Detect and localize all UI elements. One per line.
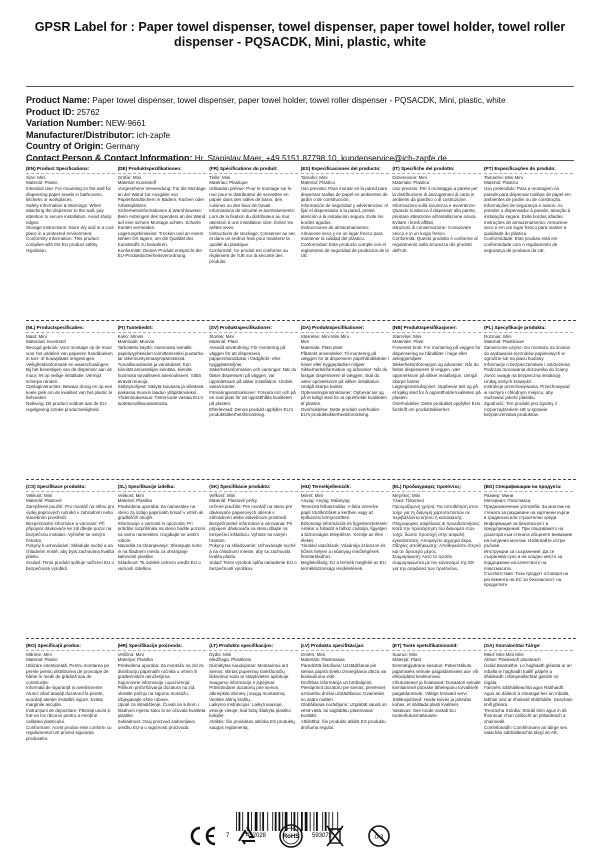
spec-cell <box>484 166 576 320</box>
spec-separator <box>209 491 298 492</box>
spec-separator <box>484 332 573 333</box>
spec-line: Conformare: Acest produs este conform cu regulamentul UE privind siguranța produselor. <box>26 724 112 741</box>
spec-line: Velikost: Mini <box>117 492 144 498</box>
spec-line: Anyag: Anyag: Műanyag <box>300 498 350 504</box>
spec-line: Инструкции за съхранение: Да се съхранява сухо и на хладно място за поддържане на качеството на пластмасата. <box>483 548 563 571</box>
spec-line: Bezpečnostné informácie a varovania: Pri pripojení dávkovača na stenu dbajte na bezpečnú inštaláciu. Vyhnite sa ostrým hranám. <box>209 520 293 543</box>
spec-line: Pokyny k uchovávání: Skladujte suché a na chladném místě, aby byla zachována kvalita plastu. <box>26 543 115 560</box>
spec-line: Laikymo instrukcijos: Laikyti sausoje, vėsioje vietoje, kad būtų išlaikyta plastiko kokybė. <box>209 702 291 719</box>
spec-separator <box>26 173 115 174</box>
spec-line: Informacije o varnosti in opozorila: Pri pritrditvi razpršilnika na steno bodite pozorni na varno namestitev. Izogibajte se ostrim robom. <box>117 520 206 543</box>
spec-line: Koko: Minimi <box>117 333 144 339</box>
spec-line: Съответствие: Този продукт отговаря на регламента на ЕС за безопасност на продуктите. <box>483 571 569 588</box>
spec-line: Instrucciones de almacenamiento: Almacene seco y en un lugar fresco para mantener la calidad del plástico. <box>300 225 383 242</box>
spec-heading: (LT) Produkto specifikacijos: <box>209 643 274 648</box>
spec-separator <box>484 650 573 651</box>
spec-line: Veličina: Mini <box>117 651 144 657</box>
spec-line: Opbevaringsinstruktioner: Opbevar tør og på et køligt sted for at opretholde kvaliteten af plasten. <box>300 389 387 406</box>
spec-line: Overholdelse: Dette produkt overholder EU's produktsikkerhedsforordning. <box>300 406 380 418</box>
spec-heading: (NL) Productspecificaties: <box>26 325 85 330</box>
spec-cell <box>209 166 301 320</box>
barcode-digits-left: 452028 <box>246 833 267 838</box>
spec-cell <box>301 643 393 797</box>
spec-line: Zamierzone użycie: Do montażu na ścianie do wydawania ręczników papierowych w ogrodzie lub na placu budowy. <box>483 344 571 362</box>
spec-separator <box>392 650 481 651</box>
spec-line: Materiál: Plastové <box>26 498 62 504</box>
spec-heading: (EL) Προδιαγραφές προϊόντος: <box>392 484 462 489</box>
spec-line: Μέγεθος: Mini <box>392 492 421 498</box>
spec-line: Material: Kunststoff <box>117 180 157 186</box>
spec-line: Forventet bruk: For montering på veggen for dispensering av håndklær i hage eller anleggsmiljøer. <box>392 344 481 362</box>
spec-line: Lagringsinstruksjoner: Oppbevar tørt og på et kjølig sted for å opprettholde kvaliteten på plasten. <box>392 384 481 401</box>
spec-line: Sikkerhedsinformation og advarsler: Når du fastgør dispenseren til væggen, skal du være opmærksom på sikker installation. Undgå skarpe kanter. <box>300 367 388 390</box>
spec-line: Materiał: Plastikowe <box>483 339 524 345</box>
spec-separator <box>118 173 207 174</box>
spec-cell <box>484 484 576 638</box>
spec-line: Πληροφορίες ασφάλειας & προειδοποιήσεις: Κατά την προσάρτηση του διανομέα στον τοίχο, δώστε προσοχή στην ασφαλή εγκατάσταση. Αποφύγετε αιχμηρά άκρα. <box>392 520 481 543</box>
spec-line: Instrucțiuni de depozitare: Păstrați uscat și într-un loc răcoros pentru a menține calitatea plasticului. <box>26 707 111 724</box>
spec-line: Eesmärgipärane kasutus: Paberrätikute jagamiseks seinale paigaldamiseks aia- või ehitusplatsi keskkonnas. <box>392 662 479 680</box>
spec-line: Rozmiar: Mini <box>483 333 512 339</box>
spec-line: Comhlíonadh: Comhlíonann an táirge seo rialachán sábháilteachta táirgí an AE. <box>483 724 568 736</box>
spec-cell <box>301 484 393 638</box>
spec-line: Zgodność: Ten produkt jest zgodny z rozporządzeniem UE w sprawie bezpieczeństwa produktów. <box>483 400 558 418</box>
spec-line: Ábhar: Plaisteach plaisteach <box>483 657 541 663</box>
spec-cell <box>484 325 576 479</box>
spec-line: Material: Plastic <box>26 180 58 186</box>
spec-separator <box>26 650 115 651</box>
spec-heading: (HR) Specifikacije proizvoda: <box>117 643 183 648</box>
spec-cell <box>118 325 210 479</box>
spec-line: Materiaali: Muovia <box>117 339 155 345</box>
spec-line: Påtænkt anvendelse: Til montering på væggen for at dispensere papirhåndklæder i haver eller byggepladser miljøer. <box>300 350 390 367</box>
spec-cell <box>392 484 484 638</box>
spec-line: Yhdenmukaisuus: Tämä tuote vastaa EU:n tuoteturvallisuusasetusta. <box>117 395 204 406</box>
spec-line: Размер: Мини <box>483 492 514 498</box>
spec-line: Sigurnosne informacije i upozorenja: Prilikom pričvršćivanja dozatora na zid, obratite pažnju na sigurnu montažu. Izbjegavajte oštre rubove. <box>117 679 196 702</box>
spec-line: Turvallisuustiedot ja varoitukset: Kun kiinnität annostelijan seinään, kiinnitä huomiota turvalliseen asennukseen. Vältä teräviä reunoja. <box>117 361 201 384</box>
spec-line: Opslaginstructies: Bewaar droog en op een koele plek om de kwaliteit van het plastic te behouden. <box>26 384 113 401</box>
spec-separator <box>118 491 207 492</box>
info-key: Manufacturer/Distributor: <box>26 129 135 140</box>
spec-line: Lagerungshinweise: Trocken und an einem kühlen Ort lagern, um die Qualität des Kunststoffs zu bewahren. <box>117 230 204 247</box>
spec-heading: (IT) Specifiche del prodotto: <box>392 166 455 171</box>
spec-cell <box>392 643 484 797</box>
spec-heading: (SK) Špecifikácie produktu: <box>209 484 271 489</box>
spec-heading: (SL) Specifikacije izdelka: <box>117 484 175 489</box>
spec-heading: (ES) Especificaciones del producto: <box>300 166 381 171</box>
spec-line: Paredzētā lietošana: Uzstādīšanai pie sienas papīra dvieļu izsniegšanai dārza vai būvlaukuma vidē. <box>300 662 387 680</box>
spec-separator <box>484 173 573 174</box>
spec-heading: (PT) Especificações do produto: <box>483 166 556 171</box>
spec-heading: (FR) Spécifications du produit: <box>209 166 278 171</box>
spec-cell <box>484 643 576 797</box>
spec-heading: (DE) Produktspezifikationen: <box>117 166 182 171</box>
spec-line: Material: Plastika <box>117 498 152 504</box>
spec-line: Maat: Mini <box>26 333 47 339</box>
spec-line: Instrukcje przechowywania: Przechowywać w suchym i chłodnym miejscu, aby zachować jakość plastiku. <box>483 384 571 401</box>
spec-line: Informazioni sulla sicurezza e avvertenze: Quando si attacca il dispenser alla parete, prestare attenzione all'installazione sicura. Evitare i bordi affilati. <box>392 202 477 225</box>
spec-line: Atbilstība: Šis produkts atbilst ES produktu drošuma regulai. <box>300 718 386 730</box>
spec-cell <box>392 325 484 479</box>
ce-mark-icon <box>188 824 218 848</box>
info-value: Hr. Stanislav Maer, +49 5151 87798 10, kundenservice@ich-zapfe.de <box>194 153 447 163</box>
spec-line: Materijal: Plastika <box>117 657 153 663</box>
spec-heading: (BG) Спецификации на продукта: <box>483 484 562 489</box>
spec-line: Instruções de armazenamento: Armazene seco e em um lugar fresco para manter a qualidade do plástico. <box>483 219 568 236</box>
spec-cell <box>26 325 118 479</box>
spec-line: Uso pretendido: Para a montagem na parede para dispensar toalhas de papel em ambientes de jardim ou de construção. <box>483 185 571 203</box>
spec-line: Méid: Mini Mini Mini <box>483 651 524 657</box>
spec-line: Sukladnost: Ovaj proizvod zadovoljava uredbu EU-a o sigurnosti proizvoda. <box>117 718 195 730</box>
spec-line: Συμμόρφωση: Αυτό το προϊόν συμμορφώνεται με τον κανονισμό της ΕΕ για την ασφάλεια των προϊόντων. <box>392 554 475 571</box>
spec-line: Mini <box>300 339 310 345</box>
spec-line: Conformidade: Este produto está em conformidade com o regulamento de segurança de produtos da UE. <box>483 236 558 253</box>
spec-heading: (CS) Specifikace produktu: <box>26 484 86 489</box>
spec-line: Conformidad: Este producto cumple con el reglamento de seguridad de productos de la UE. <box>300 241 389 259</box>
spec-line: Izmērs: Mini <box>300 651 326 657</box>
spec-line: Treoracha Stórála: Stóráil tirim agus in áit fhionnuar chun cáilíocht an phlaisteach a choinneáil. <box>483 707 567 724</box>
spec-cell <box>392 166 484 320</box>
spec-line: Predviđena uporaba: Za montažu na zid za distribuciju papirnatih ručnika u vrtnim ili građevinskim okruženjima. <box>117 662 204 680</box>
page-title: GPSR Label for : Paper towel dispenser, towel dispenser, paper towel holder, towel roller dispenser - PQSACDK, Mini, plastic, white <box>34 20 566 49</box>
rohs-icon <box>276 824 306 848</box>
spec-line: Méret: Mini <box>300 492 324 498</box>
spec-line: Materjal: Plast <box>392 657 421 663</box>
spec-line: Beoogd gebruik: Voor montage op de muur voor het uitdelen van papieren handdoeken in tuin- of bouwplaats omgevingen. <box>26 344 113 362</box>
spec-heading: (GA) Sonraíochtaí Táirge: <box>483 643 541 648</box>
info-row <box>26 95 578 107</box>
spec-line: Conformité: Ce produit est conforme au règlement de l'UE sur la sécurité des produits. <box>209 247 288 264</box>
spec-band <box>26 166 576 320</box>
spec-line: Tamaño: Mini <box>300 174 328 180</box>
spec-line: Atitiktis: Šis produktas atitinka ES produktų saugos reglamentą. <box>209 718 295 730</box>
spec-cell <box>301 325 393 479</box>
age-restriction-icon <box>364 824 394 848</box>
age-label: 0-3 <box>374 835 384 841</box>
info-key: Contact Person & Contact Information: <box>26 152 193 163</box>
spec-heading: (RO) Specificații produs: <box>26 643 81 648</box>
spec-line: Materiale: Plast <box>392 339 424 345</box>
spec-line: Utilizare intenționată: Pentru montarea pe perete pentru distribuirea de prosoape de hârtie în medii de grădină sau de construcție. <box>26 662 110 685</box>
spec-band <box>26 484 576 638</box>
divider <box>26 160 574 161</box>
barcode-digits-right: 593072 <box>312 833 333 838</box>
spec-cell <box>209 325 301 479</box>
spec-line: Säilytysohjeet: Säilytä kuivassa ja viileässä paikassa muovin laadun ylläpitämiseksi. <box>117 384 204 395</box>
spec-line: Veiligheidsinformatie en waarschuwingen: Bij het bevestigen van de dispenser aan de muur, let op veilige installatie. Vermijd scherpe randen. <box>26 361 113 384</box>
spec-separator <box>209 332 298 333</box>
spec-line: Size: Mini <box>26 174 46 180</box>
weee-bin-icon <box>320 824 350 848</box>
spec-line: Medžiaga: Plastikinis <box>209 657 252 663</box>
spec-separator <box>26 332 115 333</box>
divider <box>26 86 574 87</box>
spec-line: Saugumo informacija ir įspėjimai: Pritvirtindami dozatorių prie sienos, atkreipkite dėmesį į saugų montavimą. Venkite aštrių kraštų. <box>209 679 286 702</box>
spec-line: Vastavus: See toode vastab ELi tooteohutusmäärusele. <box>392 707 456 719</box>
spec-line: Suurus: Mini <box>392 651 418 657</box>
spec-line: Biztonsági információk és figyelmeztetések: Amikor a folladót a falhoz csatolja, figyeljen a biztonságos telepítésre. Kerülje az éles éleket. <box>300 520 388 543</box>
info-row <box>26 107 578 119</box>
spec-line: Velikost: Mini <box>26 492 53 498</box>
spec-line: Materiál: Plastové prvky <box>209 498 257 504</box>
band-divider <box>26 479 576 480</box>
spec-line: Instructions de stockage: Conserver au sec et dans un endroit frais pour maintenir la qualité du plastique. <box>209 230 296 247</box>
spec-line: Uso previsto: Para montar en la pared para dispensar toallas de papel en ambientes de jardín o de construcción. <box>300 185 388 203</box>
spec-line: Avsedd användning: För montering på väggen för att dispensera pappershanddukar i trädgårds- eller byggplatsmiljöer. <box>209 344 286 367</box>
info-key: Product Name: <box>26 95 91 105</box>
spec-line: Conformità: Questo prodotto è conforme al regolamento sulla sicurezza dei prodotti dell'UE. <box>392 236 478 253</box>
certification-icons <box>188 824 394 848</box>
spec-separator <box>209 173 298 174</box>
spec-line: Material: Plástico <box>483 180 519 186</box>
spec-line: Navodila za shranjevanje: Shranjujte suho in na hladnem mestu za ohranjanje kakovosti plastike. <box>117 543 202 560</box>
spec-heading: (LV) Produkta specifikācijas: <box>300 643 365 648</box>
spec-line: Информация за безопасност и предупреждения: При свързването на дозатора към стената обърнете внимание на сигурния монтаж. Избягвайте остри ръбове. <box>483 520 573 549</box>
spec-cell <box>26 166 118 320</box>
spec-cell <box>209 484 301 638</box>
recycling-icon <box>232 824 262 848</box>
spec-line: Matériau: Plastique <box>209 180 248 186</box>
spec-line: Predvidena uporaba: Za namestitev na steno za izdajo papirnatih brisač v vrtnih ali gradbiščih okoljih. <box>117 503 204 521</box>
spec-line: Glabāšanas norādījumi: Uzglabāt sausā un vēsā vietā, lai saglabātu plastmasas kvalitāti. <box>300 702 387 719</box>
spec-heading: (NB) Produktspesifikasjoner: <box>392 325 457 330</box>
spec-cell <box>209 643 301 797</box>
spec-line: Istruzioni di conservazione: Conservare secco e in un luogo fresco. <box>392 225 472 236</box>
spec-separator <box>392 491 481 492</box>
spec-cell <box>26 484 118 638</box>
spec-line: Informații de siguranță și avertismente: Atunci când atașați dozatorul la perete, acordați atenție instalării sigure. Evitați marginile ascuțite. <box>26 685 104 708</box>
spec-line: Tarkoitettu käyttö: Asennusta seinälle paperipyyhkeiden toimittamiseksi puutarha- tai rakennustyömaaympäristöissä. <box>117 344 205 362</box>
spec-line: Mărime: Mini <box>26 651 52 657</box>
spec-cell <box>118 166 210 320</box>
spec-line: Υλικό: Πλαστικό <box>392 498 425 504</box>
spec-line: Efterlevnad: Denna produkt uppfyller EU:s produktsäkerhetsförordning. <box>209 406 294 418</box>
spec-line: Tárolási utasítások: Vásárolja szárazon és hűvös helyen a műanyag minőségének fenntartásához. <box>300 543 386 560</box>
spec-line: Dydis: Mini <box>209 651 232 657</box>
spec-line: Intended Use: For mounting on the wall for dispensing paper towels in bathrooms, kitchens or workplaces. <box>26 185 112 203</box>
spec-separator <box>209 650 298 651</box>
spec-line: Úsáid Beartaithe: Le haghaidh gléasta ar an mballa le haghaidh tuáillí páipéir a dháileadh i dtimpeallachtaí gairdín nó tógála. <box>483 662 572 685</box>
spec-heading: (ET) Toote spetsifikatsioonid: <box>392 643 458 648</box>
spec-line: Materiaal: Kunststof <box>26 339 66 345</box>
spec-line: Súlad: Tento výrobok spĺňa nariadenie EÚ o bezpečnosti výrobkov. <box>209 559 297 571</box>
spec-line: Säilitusjuhised: Hoida kuivas ja jahedas kohas, et säilitada plasti kvaliteet. <box>392 696 472 708</box>
spec-line: Materiale: Plastica <box>392 180 430 186</box>
spec-line: Dimensione: Mini <box>392 174 427 180</box>
spec-line: Safety Information & Warnings: When attaching the dispenser to the wall, pay attention to secure installation. Avoid sharp edges. <box>26 202 112 225</box>
spec-line: Størrelse: Mini <box>392 333 422 339</box>
spec-line: Ohutusteave ja hoiatused: Dosaatori seinale kinnitamisel pöörake tähelepanu turvalisele paigaldamisele. Vältige teravaid servi. <box>392 679 481 696</box>
spec-cell <box>118 643 210 797</box>
spec-heading: (PL) Specyfikacje produktu: <box>483 325 546 330</box>
spec-cell <box>118 484 210 638</box>
info-value: Germany <box>105 142 140 152</box>
spec-line: Taille: Mini <box>209 174 231 180</box>
spec-heading: (HU) Termékjellemzők: <box>300 484 351 489</box>
spec-line: Material: Plástico <box>300 180 336 186</box>
spec-line: Uso previsto: Per il montaggio a parete per la distribuzione di asciugamani di carta in ambienti da giardino o di costruzione. <box>392 185 478 203</box>
spec-line: Overholdelse: Dette produktet oppfyller EUs forskrift om produktsikkerhet. <box>392 400 481 412</box>
spec-separator <box>484 491 573 492</box>
spec-separator <box>392 173 481 174</box>
spec-separator <box>301 650 390 651</box>
spec-line: Konformität: Dieses Produkt entspricht der EU-Produktsicherheitsverordnung. <box>117 247 203 259</box>
spec-grid <box>26 166 576 797</box>
spec-line: Vorgesehene Verwendung: Für die Montage an der Wand zur Ausgabe von Papierhandtüchern in Bädern, Küchen oder Arbeitsplätzen. <box>117 185 206 208</box>
spec-line: Tervezett felhasználás: A falra szerelve papír törölközőket a kertben vagy az építkezési környezetben. <box>300 503 379 521</box>
info-row <box>26 118 578 130</box>
spec-line: Materiale: Plast plast <box>300 344 343 350</box>
spec-heading: (SV) Produktspecifikationer: <box>209 325 273 330</box>
spec-separator <box>301 173 390 174</box>
spec-separator <box>118 650 207 651</box>
info-key: Variation Number: <box>26 118 104 129</box>
spec-band <box>26 325 576 479</box>
info-value: Paper towel dispenser, towel dispenser, paper towel holder, towel roller dispenser - PQSACDK, Mini, plastic, white <box>92 96 506 105</box>
spec-line: Материал: Пластмаса <box>483 498 531 504</box>
spec-line: Förvaringsinstruktioner: Förvara torr och på en sval plats för att upprätthålla kvaliteten på plasten. <box>209 389 296 406</box>
spec-line: Megfelelőség: Ez a termék megfelel az EU termékbiztonsági rendeletének. <box>300 559 386 571</box>
spec-line: Informações de segurança e avisos: Ao prender o dispensador à parede, atenção à instalação segura. Evite bordas afiadas. <box>483 202 571 219</box>
info-value: 25762 <box>76 107 100 117</box>
info-key: Country of Origin: <box>26 141 104 152</box>
spec-line: Určené použitie: Pre montáž na stenu pre dávkovače papierových utierok v záhradnom alebo stavebnom prostredí. <box>209 503 293 521</box>
spec-heading: (DA) Produktspecifikationer: <box>300 325 365 330</box>
spec-line: Storage Instructions: Store dry and in a cool place in a protected environment. <box>26 225 114 236</box>
spec-separator <box>118 332 207 333</box>
band-divider <box>26 320 576 321</box>
spec-line: Tamanho: Mini Mini <box>483 174 523 180</box>
spec-line: Drošības informācija un brīdinājumi: Piestiprinot dozatoru pie sienas, pievērsiet uzmanību drošai uzstādīšanai. Izvairieties no asām malām. <box>300 679 386 702</box>
spec-separator <box>301 332 390 333</box>
barcode-digit-prefix: 7 <box>226 833 230 838</box>
spec-line: Størrelse: Mini Mini Mini <box>300 333 349 339</box>
spec-line: Größe: Mini <box>117 174 142 180</box>
spec-separator <box>392 332 481 333</box>
band-divider <box>26 638 576 639</box>
spec-line: Material: Plast <box>209 339 238 345</box>
spec-line: Naleving: Dit product voldoet aan de EU-regelgeving inzake productveiligheid. <box>26 400 108 412</box>
spec-line: Veľkosť: Mini <box>209 492 236 498</box>
spec-line: Faisnéis Sábháilteachta agus Rabhaidh: Agus an dáileoir á cheangal leis an mballa, tabhair aird ar shuiteáil shábháilte. Seachain imill ghéara. <box>483 685 573 708</box>
spec-line: Storlek: Mini <box>209 333 234 339</box>
info-row <box>26 141 578 153</box>
spec-line: Soulad: Tento produkt splňuje nařízení EU o bezpečnosti výrobků. <box>26 559 114 571</box>
info-row <box>26 130 578 142</box>
spec-line: Materiāls: Plastmasas <box>300 657 345 663</box>
spec-line: Bezpečnostní informace a varování: Při připojení dávkovače ke zdi dbejte pozor na bezpečnou instalaci. Vyhněte se ostrým hranám. <box>26 520 112 543</box>
info-key: Product ID: <box>26 106 75 117</box>
spec-line: Οδηγίες αποθήκευσης: Αποθηκεύστε στεγνό και σε δροσερό μέρος. <box>392 543 481 554</box>
spec-line: Sicherheitsinformationen & Warnhinweise: Beim Anbringen des Spenders an der Wand auf eine sichere Montage achten. Scharfe Kanten vermeiden. <box>117 208 206 231</box>
rohs-label: RoHS <box>282 834 300 840</box>
spec-line: Προοριζόμενη χρήση: Για τοποθέτηση στον τοίχο για τη διανομή χαρτοπετσετών σε περιβάλλοντα κήπου ή κατασκευής. <box>392 503 479 521</box>
spec-line: Utilisation prévue: Pour le montage sur le mur pour le distributeur de serviettes en papier dans des salles de bains, des cuisines ou des lieux de travail. <box>209 185 292 208</box>
spec-line: Säkerhetsinformation och varningar: När du fäster dispensern på väggen, var uppmärksam på säker installation. Undvik vassa kanter. <box>209 367 297 390</box>
spec-line: Предназначение употреба: За монтаж на стената за раздаване на хартиени кърпи в градински или строителни среди. <box>483 503 571 521</box>
info-value: ich-zapfe <box>136 130 171 140</box>
spec-separator <box>26 491 115 492</box>
spec-line: Informacje o bezpieczeństwie i ostrzeżenia: Podczas mocowania dozownika do ściany zwróć uwagę na bezpieczną instalację. Unikaj ostrych krawędzi. <box>483 361 571 384</box>
spec-line: Sikkerhetsinformasjon og advarsler: Når du fester dispenseren til veggen, vær oppmerksom på sikker installasjon. Unngå skarpe kanter. <box>392 361 479 384</box>
spec-line: Upute za skladištenje: Čuvati na suhom i hladnom mjestu kako bi se očuvala kvaliteta plastike. <box>117 702 206 719</box>
spec-line: Pokyny na skladovanie: Uchovávajte suché a na chladnom mieste, aby sa zachovala kvalita plastu. <box>209 543 296 560</box>
spec-heading: (EN) Product Specifications: <box>26 166 90 171</box>
spec-line: Informations de sécurité et avertissements: Lors de la fixation du distributeur au mur, attention à une installation sûre. Évitez les arêtes vives. <box>209 208 295 231</box>
spec-line: Skladnost: Ta izdelek ustreza uredbi EU o varnosti izdelkov. <box>117 559 201 571</box>
spec-cell <box>301 166 393 320</box>
spec-cell <box>26 643 118 797</box>
spec-line: Material: Plastic <box>26 657 58 663</box>
product-info <box>26 95 578 165</box>
spec-separator <box>301 491 390 492</box>
spec-line: Información de seguridad y advertencias: Al fijar el dispensador a la pared, preste atención a la instalación segura. Evite los bordes agudos. <box>300 202 389 225</box>
spec-line: Zamýšlené použití: Pro montáž na stěnu pro výdej papírových ručníků v zahradním nebo stavebním prostředí. <box>26 503 115 521</box>
spec-band <box>26 643 576 797</box>
info-row <box>26 153 578 165</box>
info-value: NEW-9661 <box>105 119 146 129</box>
spec-heading: (FI) Tuotetiedot: <box>117 325 153 330</box>
spec-line: Numatytas naudojimas: Montavimui ant sienos, skirtas popierinių rankšluosčių išdavimui sodo ar statybvietės aplinkoje. <box>209 662 290 680</box>
spec-line: Conformity Information: This product complies with the EU product safety regulation. <box>26 236 99 253</box>
